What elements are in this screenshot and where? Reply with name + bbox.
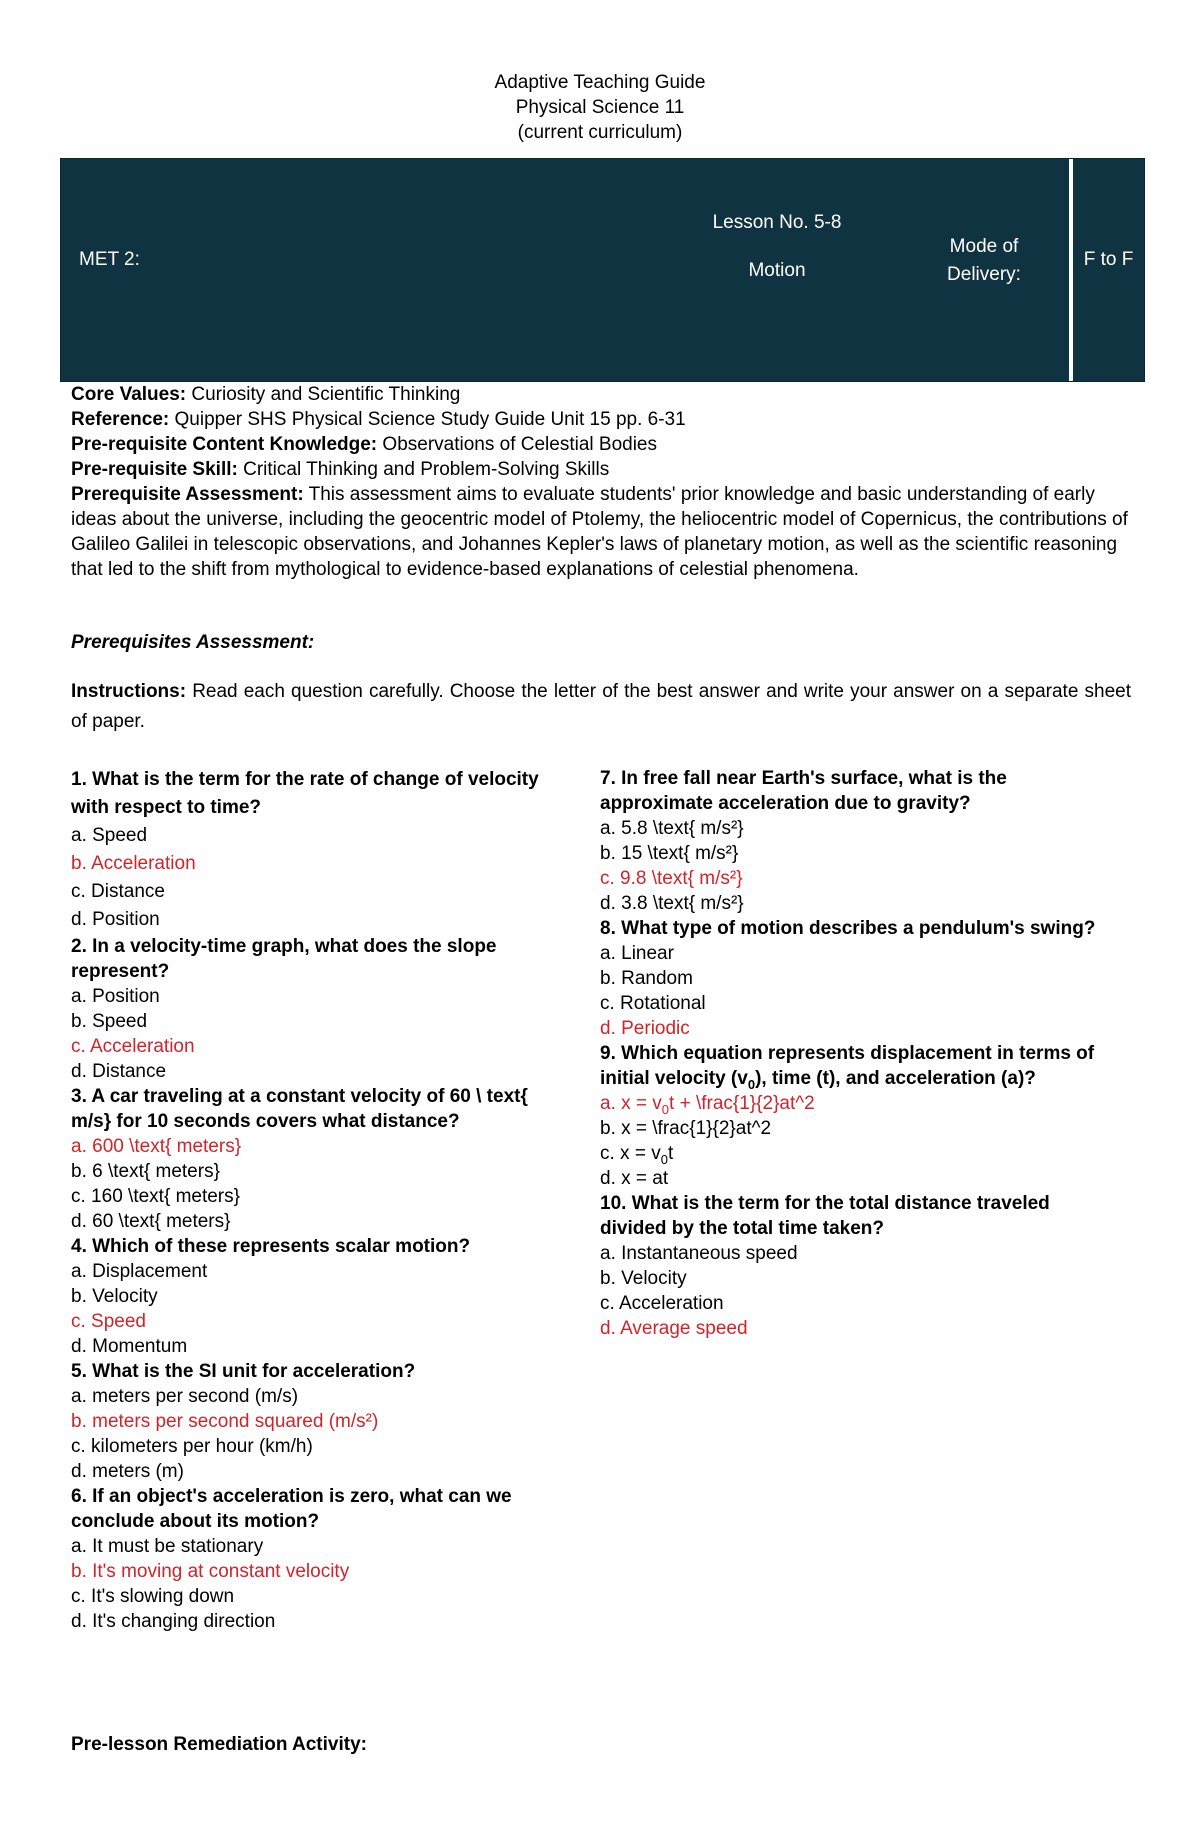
question-8: 8. What type of motion describes a pendulum's swing?: [600, 918, 1096, 939]
option: c. kilometers per hour (km/h): [71, 1436, 313, 1457]
correct-option: a. $x = v_0t$ + \frac{1}{2}at^2: [600, 1093, 815, 1117]
document-title: [0, 70, 1200, 145]
core-values: Core Values: Curiosity and Scientific Thinking: [71, 384, 461, 405]
option: b. Random: [600, 968, 693, 989]
option: d. 3.8 \text{ m/s²}: [600, 893, 744, 914]
question-5: 5. What is the SI unit for acceleration?: [71, 1361, 416, 1382]
correct-option: c. 9.8 \text{ m/s²}: [600, 868, 743, 889]
option: b. x = \frac{1}{2}at^2: [600, 1118, 772, 1139]
question-7: 7. In free fall near Earth's surface, what is the approximate acceleration due to gravity?: [600, 768, 1007, 814]
lesson-banner: [60, 158, 1145, 382]
title-line-1: Adaptive Teaching Guide: [494, 72, 706, 93]
option: c. $x = v_0t$: [600, 1143, 674, 1167]
lesson-number: Lesson No. 5-8: [712, 212, 842, 233]
correct-option: a. 600 \text{ meters}: [71, 1136, 242, 1157]
correct-option: d. Average speed: [600, 1318, 748, 1339]
title-line-3: (current curriculum): [517, 122, 683, 143]
option: b. Velocity: [600, 1268, 687, 1289]
option: c. It's slowing down: [71, 1586, 235, 1607]
question-1: [71, 766, 571, 822]
instructions: Instructions: Read each question carefully. Choose the letter of the best answer and write your answer on a separate sheet of paper.: [71, 681, 1131, 732]
option: c. 160 \text{ meters}: [71, 1186, 240, 1207]
option: d. 60 \text{ meters}: [71, 1211, 231, 1232]
option: d. It's changing direction: [71, 1611, 276, 1632]
option: b. 15 \text{ m/s²}: [600, 843, 739, 864]
option: d. meters (m): [71, 1461, 184, 1482]
correct-option: c. Speed: [71, 1311, 146, 1332]
option: c. Acceleration: [600, 1293, 724, 1314]
question-6: 6. If an object's acceleration is zero, what can we conclude about its motion?: [71, 1486, 512, 1532]
reference: Reference: Quipper SHS Physical Science Study Guide Unit 15 pp. 6-31: [71, 409, 686, 430]
lesson-topic: Motion: [748, 260, 806, 281]
mode-of-delivery-value: F to F: [1083, 249, 1134, 270]
option: a. Linear: [600, 943, 674, 964]
correct-option: d. Periodic: [600, 1018, 690, 1039]
option: a. Position: [71, 986, 160, 1007]
lesson-details: [71, 382, 1131, 582]
question-10: 10. What is the term for the total distance traveled divided by the total time taken?: [600, 1193, 1050, 1239]
option: c. Rotational: [600, 993, 706, 1014]
option: a. Displacement: [71, 1261, 208, 1282]
option: a. Speed: [71, 825, 148, 846]
mode-label-line-1: Mode of: [949, 236, 1019, 257]
met-label: MET 2:: [79, 249, 140, 270]
question-1-text: 1. What is the term for the rate of change of velocity: [71, 769, 539, 790]
option: b. Velocity: [71, 1286, 158, 1307]
correct-option: b. meters per second squared (m/s²): [71, 1411, 379, 1432]
option: a. 5.8 \text{ m/s²}: [600, 818, 744, 839]
question-4: 4. Which of these represents scalar motion?: [71, 1236, 471, 1257]
mode-label-line-2: Delivery:: [947, 264, 1021, 285]
prerequisite-skill: Pre-requisite Skill: Critical Thinking and Problem-Solving Skills: [71, 459, 610, 480]
mode-of-delivery-label: [919, 233, 1049, 289]
lesson-info: [621, 211, 933, 283]
option: d. Position: [71, 909, 160, 930]
option: c. Distance: [71, 881, 165, 902]
correct-option: b. Acceleration: [71, 853, 196, 874]
assessment-title: Prerequisites Assessment:: [71, 632, 315, 653]
remediation-activity-heading: Pre-lesson Remediation Activity:: [71, 1734, 367, 1755]
correct-option: b. It's moving at constant velocity: [71, 1561, 350, 1582]
option: d. Distance: [71, 1061, 167, 1082]
option: a. Instantaneous speed: [600, 1243, 798, 1264]
question-2: 2. In a velocity-time graph, what does the slope represent?: [71, 936, 497, 982]
prerequisite-assessment: Prerequisite Assessment: This assessment aims to evaluate students' prior knowledge and basic understanding of early ideas about the universe, including the geocentric model of Ptolemy, the heliocentric model of Copernicus, the contributions of Galileo Galilei in telescopic observations, and Johannes Kepler's laws of planetary motion, as well as the scientific reasoning that led to the shift from mythological to evidence-based explanations of celestial phenomena.: [71, 484, 1128, 580]
question-1-text-cont: with respect to time?: [71, 797, 262, 818]
title-line-2: Physical Science 11: [515, 97, 685, 118]
option: a. It must be stationary: [71, 1536, 264, 1557]
prerequisite-content-knowledge: Pre-requisite Content Knowledge: Observations of Celestial Bodies: [71, 434, 658, 455]
option: b. Speed: [71, 1011, 148, 1032]
questions-left-column: [71, 766, 571, 1634]
option: d. x = at: [600, 1168, 669, 1189]
option: b. 6 \text{ meters}: [71, 1161, 220, 1182]
option: a. meters per second (m/s): [71, 1386, 299, 1407]
correct-option: c. Acceleration: [71, 1036, 195, 1057]
question-9: 9. Which equation represents displacement in terms of initial velocity $(v_0)$, time (t), and acceleration (a)?: [600, 1043, 1095, 1092]
option: d. Momentum: [71, 1336, 188, 1357]
question-3: 3. A car traveling at a constant velocity of 60 \ text{ m/s} for 10 seconds covers what distance?: [71, 1086, 528, 1132]
questions-right-column: [600, 766, 1120, 1341]
